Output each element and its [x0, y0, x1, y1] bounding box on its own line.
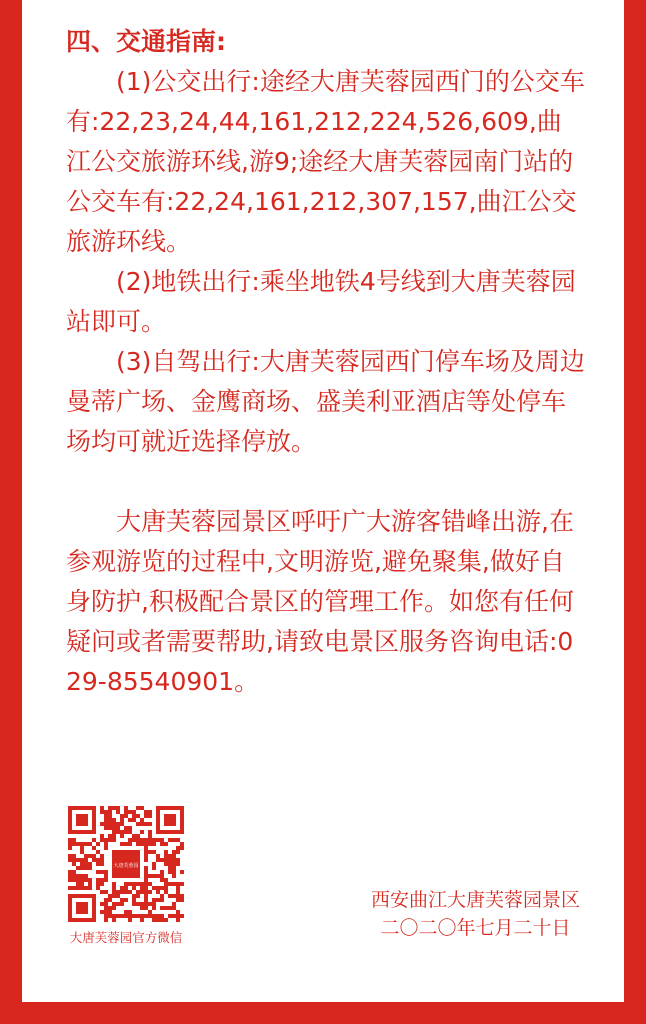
transport-bus: (1)公交出行:途经大唐芙蓉园西门的公交车有:22,23,24,44,161,212,224,526,609,曲江公交旅游环线,游9;途经大唐芙蓉园南门站的公交车有:22,24,161,212,307,157,曲江公交旅游环线。: [66, 67, 585, 256]
transport-metro: (2)地铁出行:乘坐地铁4号线到大唐芙蓉园站即可。: [66, 267, 576, 336]
notice-paragraph: 大唐芙蓉园景区呼吁广大游客错峰出游,在参观游览的过程中,文明游览,避免聚集,做好自身防护,积极配合景区的管理工作。如您有任何疑问或者需要帮助,请致电景区服务咨询电话:029-85540901。: [66, 507, 574, 696]
qr-caption: 大唐芙蓉园官方微信: [69, 930, 183, 945]
signature: [371, 886, 580, 942]
qr-code[interactable]: [68, 806, 184, 922]
main-content: [66, 22, 586, 702]
signature-org: 西安曲江大唐芙蓉园景区: [370, 889, 580, 911]
section-title: 四、交通指南:: [66, 27, 226, 56]
qr-center-label: 大唐芙蓉园: [113, 863, 139, 870]
signature-date: 二〇二〇年七月二十日: [380, 917, 571, 939]
qr-block: [66, 806, 186, 946]
transport-driving: (3)自驾出行:大唐芙蓉园西门停车场及周边曼蒂广场、金鹰商场、盛美利亚酒店等处停车场均可就近选择停放。: [66, 347, 585, 456]
